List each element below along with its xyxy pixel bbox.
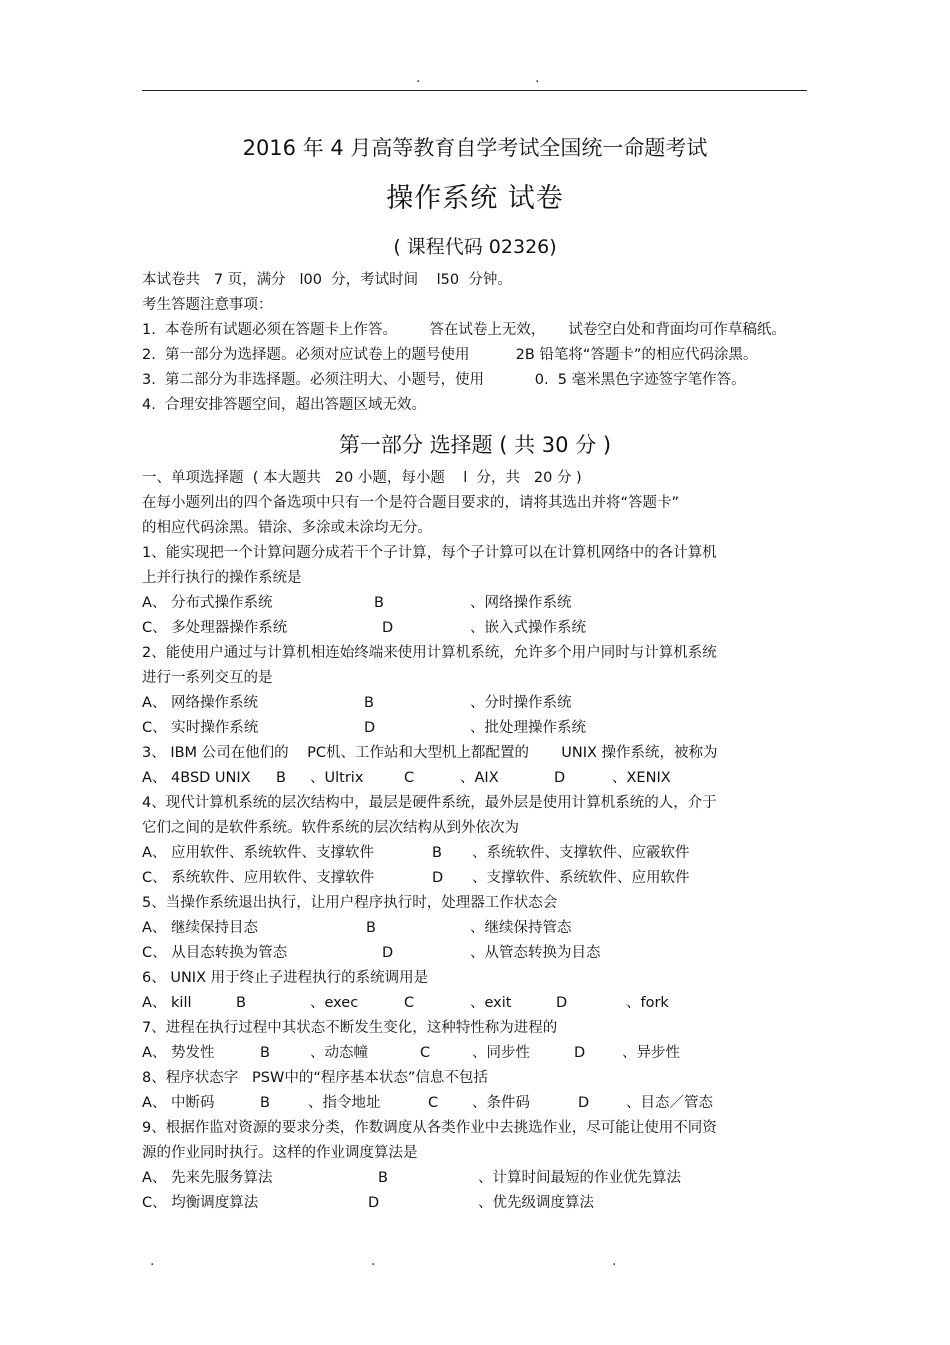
question-stem: 7、进程在执行过程中其状态不断发生变化，这种特性称为进程的 bbox=[142, 1020, 558, 1036]
notice-rule: 1. 本卷所有试题必须在答题卡上作答。 答在试卷上无效， 试卷空白处和背面均可作草稿纸。 bbox=[142, 322, 786, 338]
footer-dot: . bbox=[612, 1253, 617, 1269]
option-text: B bbox=[260, 1045, 270, 1061]
notice-rule: 3. 第二部分为非选择题。必须注明大、小题号，使用 0. 5 毫米黑色字迹签字笔作答。 bbox=[142, 372, 746, 388]
option-text: B bbox=[378, 1170, 388, 1186]
option-text: C、 均衡调度算法 bbox=[142, 1195, 259, 1211]
option-text: 、嵌入式操作系统 bbox=[470, 620, 586, 636]
option-text: D bbox=[578, 1095, 590, 1111]
option-text: A、 继续保持目态 bbox=[142, 920, 259, 936]
option-text: A、 4BSD UNIX bbox=[142, 770, 251, 786]
option-text: 、异步性 bbox=[622, 1045, 680, 1061]
option-text: 、exec bbox=[310, 995, 359, 1011]
part-title: 第一部分 选择题 ( 共 30 分 ) bbox=[338, 433, 612, 457]
option-text: D bbox=[556, 995, 568, 1011]
question-stem: 2、能使用户通过与计算机相连始终端来使用计算机系统，允许多个用户同时与计算机系统 bbox=[142, 645, 717, 661]
notice-rule: 4. 合理安排答题空间，超出答题区域无效。 bbox=[142, 397, 427, 413]
option-text: 、AIX bbox=[460, 770, 499, 786]
option-text: A、 势发性 bbox=[142, 1045, 215, 1061]
notice-title: 考生答题注意事项： bbox=[142, 297, 273, 313]
subject-title: 操作系统 试卷 bbox=[386, 183, 564, 214]
option-text: C bbox=[420, 1045, 431, 1061]
question-stem: 1、能实现把一个计算问题分成若干个子计算，每个子计算可以在计算机网络中的各计算机 bbox=[142, 545, 717, 561]
option-text: D bbox=[382, 620, 394, 636]
option-text: 、同步性 bbox=[472, 1045, 530, 1061]
question-stem: 8、程序状态字 PSW中的“程序基本状态”信息不包括 bbox=[142, 1070, 488, 1086]
option-text: C、 从目态转换为管态 bbox=[142, 945, 288, 961]
section-instruction: 的相应代码涂黑。错涂、多涂或未涂均无分。 bbox=[142, 520, 432, 536]
footer-dot: . bbox=[150, 1253, 155, 1269]
option-text: D bbox=[574, 1045, 586, 1061]
option-text: A、 kill bbox=[142, 995, 192, 1011]
option-text: D bbox=[368, 1195, 380, 1211]
question-stem: 进行一系列交互的是 bbox=[142, 670, 273, 686]
option-text: 、分时操作系统 bbox=[470, 695, 572, 711]
option-text: A、 中断码 bbox=[142, 1095, 215, 1111]
option-text: A、 网络操作系统 bbox=[142, 695, 259, 711]
notice-rule: 2. 第一部分为选择题。必须对应试卷上的题号使用 2B 铅笔将“答题卡”的相应代码涂黑。 bbox=[142, 347, 758, 363]
question-stem: 9、根据作监对资源的要求分类，作数调度从各类作业中去挑选作业，尽可能让使用不同资 bbox=[142, 1120, 717, 1136]
option-text: 、继续保持管态 bbox=[470, 920, 572, 936]
header-dot: . bbox=[535, 70, 540, 86]
option-text: B bbox=[276, 770, 286, 786]
course-code: ( 课程代码 02326) bbox=[393, 236, 557, 258]
exam-info: 本试卷共 7 页，满分 l00 分，考试时间 l50 分钟。 bbox=[142, 272, 512, 288]
question-stem: 5、当操作系统退出执行，让用户程序执行时，处理器工作状态会 bbox=[142, 895, 558, 911]
section-heading: 一、单项选择题 ( 本大题共 20 小题，每小题 l 分，共 20 分 ) bbox=[142, 470, 582, 486]
option-text: D bbox=[382, 945, 394, 961]
header-rule bbox=[142, 90, 807, 91]
option-text: 、批处理操作系统 bbox=[470, 720, 586, 736]
option-text: C、 系统软件、应用软件、支撑软件 bbox=[142, 870, 375, 886]
option-text: C bbox=[404, 770, 415, 786]
option-text: B bbox=[364, 695, 374, 711]
option-text: B bbox=[432, 845, 442, 861]
option-text: 、网络操作系统 bbox=[470, 595, 572, 611]
exam-title: 2016 年 4 月高等教育自学考试全国统一命题考试 bbox=[242, 136, 708, 160]
option-text: C、 多处理器操作系统 bbox=[142, 620, 288, 636]
option-text: 、系统软件、支撑软件、应霰软件 bbox=[472, 845, 690, 861]
option-text: A、 先来先服务算法 bbox=[142, 1170, 273, 1186]
option-text: 、目态／管态 bbox=[626, 1095, 713, 1111]
question-stem: 它们之间的是软件系统。软件系统的层次结构从到外依次为 bbox=[142, 820, 519, 836]
question-stem: 源的作业同时执行。这样的作业调度算法是 bbox=[142, 1145, 418, 1161]
section-instruction: 在每小题列出的四个备选项中只有一个是符合题目要求的，请将其选出并将“答题卡” bbox=[142, 495, 680, 511]
option-text: B bbox=[366, 920, 376, 936]
option-text: 、fork bbox=[626, 995, 669, 1011]
header-dot: . bbox=[416, 70, 421, 86]
question-stem: 6、 UNIX 用于终止子进程执行的系统调用是 bbox=[142, 970, 429, 986]
question-stem: 4、现代计算机系统的层次结构中，最层是硬件系统，最外层是使用计算机系统的人，介于 bbox=[142, 795, 717, 811]
option-text: D bbox=[364, 720, 376, 736]
option-text: D bbox=[432, 870, 444, 886]
option-text: 、动态幢 bbox=[310, 1045, 368, 1061]
option-text: 、exit bbox=[470, 995, 512, 1011]
option-text: 、XENIX bbox=[612, 770, 671, 786]
option-text: 、优先级调度算法 bbox=[478, 1195, 594, 1211]
option-text: 、从管态转换为目态 bbox=[470, 945, 601, 961]
option-text: 、条件码 bbox=[472, 1095, 530, 1111]
option-text: A、 分布式操作系统 bbox=[142, 595, 273, 611]
option-text: 、指令地址 bbox=[308, 1095, 381, 1111]
option-text: D bbox=[554, 770, 566, 786]
option-text: 、计算时间最短的作业优先算法 bbox=[478, 1170, 681, 1186]
footer-dot: . bbox=[371, 1253, 376, 1269]
option-text: C、 实时操作系统 bbox=[142, 720, 259, 736]
option-text: 、Ultrix bbox=[310, 770, 364, 786]
option-text: C bbox=[404, 995, 415, 1011]
option-text: C bbox=[428, 1095, 439, 1111]
question-stem: 3、 IBM 公司在他们的 PC机、工作站和大型机上都配置的 UNIX 操作系统，被称为 bbox=[142, 745, 718, 761]
question-stem: 上并行执行的操作系统是 bbox=[142, 570, 302, 586]
option-text: 、支撑软件、系统软件、应用软件 bbox=[472, 870, 690, 886]
option-text: A、 应用软件、系统软件、支撑软件 bbox=[142, 845, 375, 861]
option-text: B bbox=[236, 995, 246, 1011]
option-text: B bbox=[260, 1095, 270, 1111]
option-text: B bbox=[374, 595, 384, 611]
